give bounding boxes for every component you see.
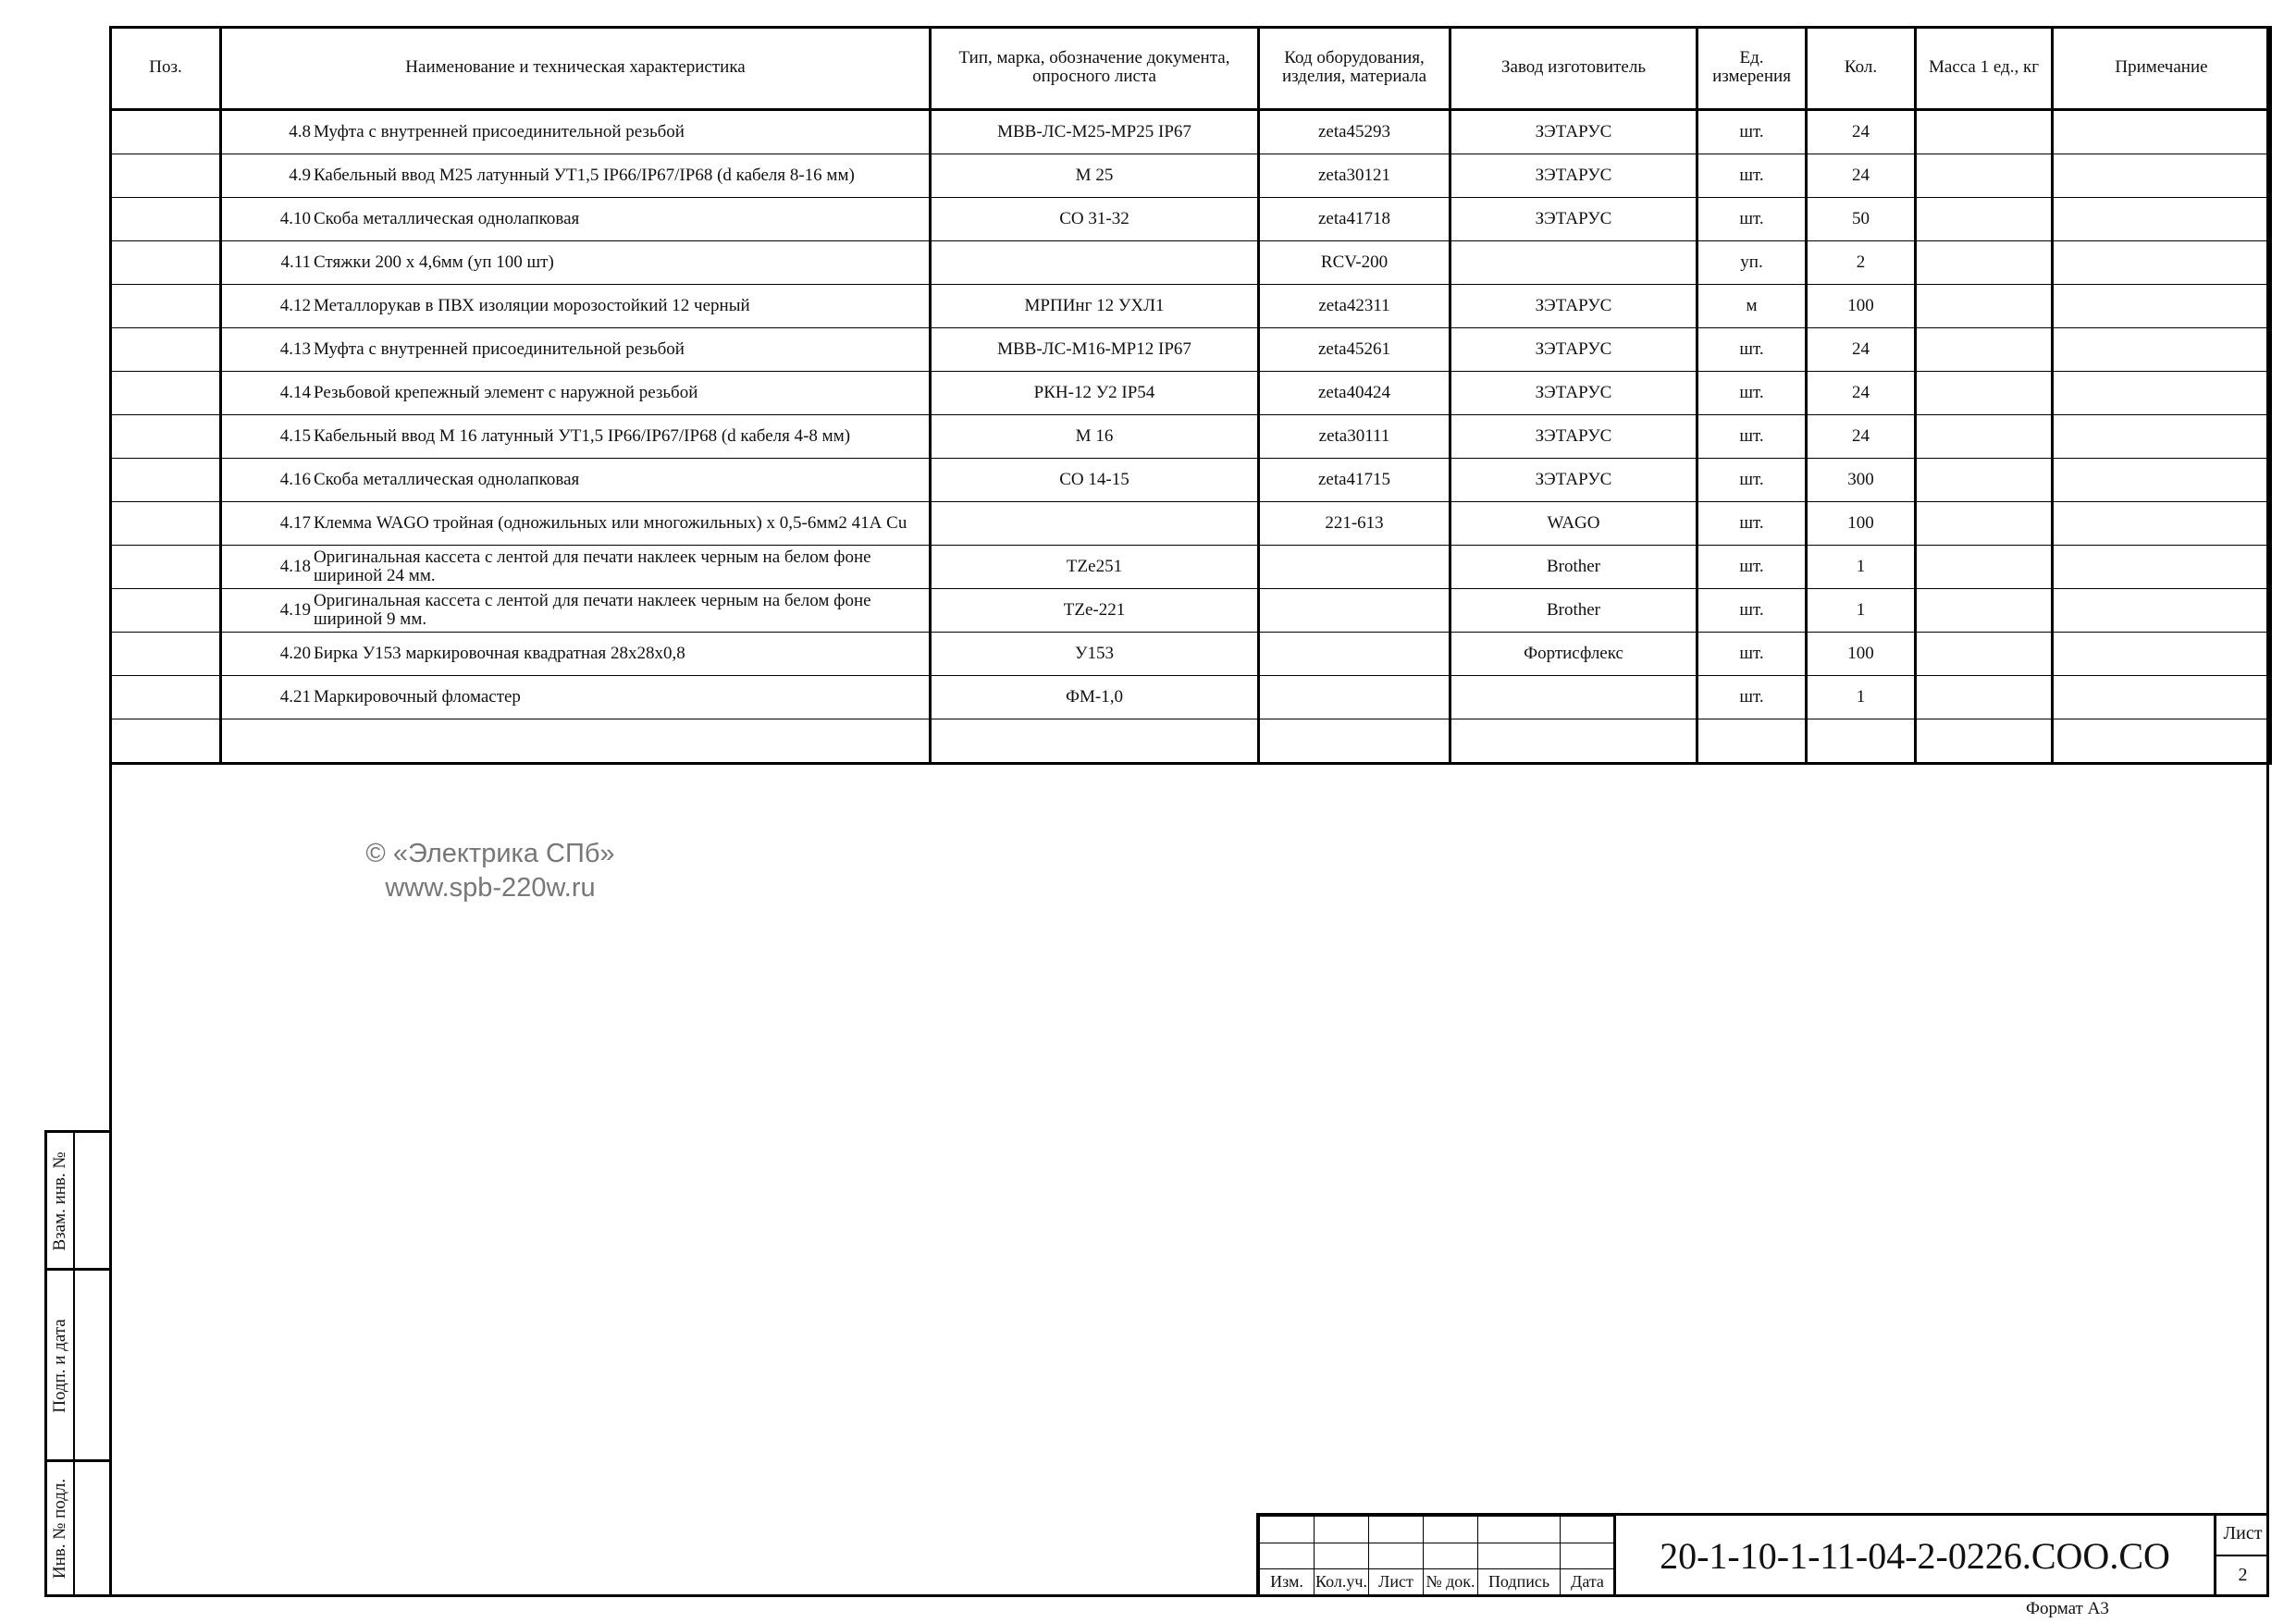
cell-pos xyxy=(111,241,221,285)
cell-mass xyxy=(1916,110,2053,154)
cell-mass xyxy=(1916,719,2053,764)
cell-unit: шт. xyxy=(1697,589,1807,633)
stamp-data: Дата xyxy=(1561,1569,1615,1595)
cell-note xyxy=(2053,589,2271,633)
table-row xyxy=(111,459,2271,502)
cell-note xyxy=(2053,459,2271,502)
cell-note xyxy=(2053,502,2271,546)
cell-code xyxy=(1259,589,1450,633)
cell-name xyxy=(221,328,931,372)
item-name: Бирка У153 маркировочная квадратная 28х28х0,8 xyxy=(314,644,685,663)
cell-name xyxy=(221,502,931,546)
cell-maker: ЗЭТАРУС xyxy=(1450,198,1697,241)
item-name: Скоба металлическая однолапковая xyxy=(314,470,580,489)
cell-type: TZe251 xyxy=(931,546,1259,589)
cell-code: RCV-200 xyxy=(1259,241,1450,285)
cell-code: zeta45261 xyxy=(1259,328,1450,372)
header-code: Код оборудования, изделия, материала xyxy=(1259,27,1450,110)
side-stamp-inv: Инв. № подл. xyxy=(50,1478,69,1580)
cell-code: zeta30121 xyxy=(1259,154,1450,198)
side-stamp-divider-col xyxy=(73,1133,75,1594)
item-name: Скоба металлическая однолапковая xyxy=(314,209,580,228)
table-row xyxy=(111,328,2271,372)
cell-pos xyxy=(111,154,221,198)
cell-name xyxy=(221,241,931,285)
cell-mass xyxy=(1916,546,2053,589)
watermark xyxy=(305,837,675,905)
header-name: Наименование и техническая характеристика xyxy=(221,27,931,110)
item-number: 4.17 xyxy=(279,513,311,533)
cell-name xyxy=(221,372,931,415)
table-row xyxy=(111,154,2271,198)
cell-name xyxy=(221,285,931,328)
cell-type: РКН-12 У2 IP54 xyxy=(931,372,1259,415)
stamp-izm: Изм. xyxy=(1260,1569,1315,1595)
cell-type: TZe-221 xyxy=(931,589,1259,633)
cell-note xyxy=(2053,676,2271,719)
stamp-ndok: № док. xyxy=(1424,1569,1478,1595)
cell-mass xyxy=(1916,502,2053,546)
cell-name xyxy=(221,154,931,198)
cell-pos xyxy=(111,110,221,154)
cell-pos xyxy=(111,676,221,719)
cell-code: zeta40424 xyxy=(1259,372,1450,415)
item-number: 4.20 xyxy=(279,644,311,663)
stamp-podpis: Подпись xyxy=(1478,1569,1561,1595)
cell-maker: Brother xyxy=(1450,546,1697,589)
cell-note xyxy=(2053,154,2271,198)
table-row xyxy=(111,546,2271,589)
cell-mass xyxy=(1916,154,2053,198)
item-number: 4.14 xyxy=(279,383,311,402)
table-row xyxy=(111,633,2271,676)
item-number: 4.11 xyxy=(280,252,311,272)
cell-qty: 1 xyxy=(1807,546,1916,589)
cell-maker xyxy=(1450,676,1697,719)
item-name: Кабельный ввод М25 латунный УТ1,5 IP66/IP67/IP68 (d кабеля 8-16 мм) xyxy=(314,166,855,185)
item-name: Стяжки 200 х 4,6мм (уп 100 шт) xyxy=(314,252,554,272)
table-row xyxy=(111,110,2271,154)
cell-mass xyxy=(1916,285,2053,328)
cell-code xyxy=(1259,676,1450,719)
item-number: 4.16 xyxy=(279,470,311,489)
cell-mass xyxy=(1916,198,2053,241)
cell-type: М 25 xyxy=(931,154,1259,198)
cell-type: СО 31-32 xyxy=(931,198,1259,241)
item-name: Оригинальная кассета с лентой для печати наклеек черным на белом фоне шириной 9 мм. xyxy=(314,591,871,629)
cell-code: zeta42311 xyxy=(1259,285,1450,328)
table-row xyxy=(111,241,2271,285)
cell-unit: шт. xyxy=(1697,633,1807,676)
header-note: Примечание xyxy=(2053,27,2271,110)
cell-name xyxy=(221,198,931,241)
item-number: 4.19 xyxy=(279,600,311,620)
cell-qty: 2 xyxy=(1807,241,1916,285)
sheet-label: Лист xyxy=(2223,1523,2263,1543)
item-name: Клемма WAGO тройная (одножильных или многожильных) х 0,5-6мм2 41А Cu xyxy=(314,513,907,533)
cell-maker: WAGO xyxy=(1450,502,1697,546)
cell-pos xyxy=(111,285,221,328)
cell-type: М 16 xyxy=(931,415,1259,459)
cell-type: СО 14-15 xyxy=(931,459,1259,502)
item-name: Оригинальная кассета с лентой для печати наклеек черным на белом фоне шириной 24 мм. xyxy=(314,547,871,585)
cell-note xyxy=(2053,415,2271,459)
cell-mass xyxy=(1916,241,2053,285)
cell-maker: ЗЭТАРУС xyxy=(1450,154,1697,198)
cell-type: ФМ-1,0 xyxy=(931,676,1259,719)
title-block xyxy=(1256,1513,2269,1597)
cell-note xyxy=(2053,372,2271,415)
table-row xyxy=(111,372,2271,415)
cell-pos xyxy=(111,633,221,676)
header-maker: Завод изготовитель xyxy=(1450,27,1697,110)
table-row xyxy=(111,198,2271,241)
cell-unit: шт. xyxy=(1697,546,1807,589)
item-name: Кабельный ввод М 16 латунный УТ1,5 IP66/IP67/IP68 (d кабеля 4-8 мм) xyxy=(314,426,851,446)
cell-qty: 100 xyxy=(1807,285,1916,328)
cell-pos xyxy=(111,546,221,589)
cell-maker: ЗЭТАРУС xyxy=(1450,372,1697,415)
cell-type: МРПИнг 12 УХЛ1 xyxy=(931,285,1259,328)
cell-maker: ЗЭТАРУС xyxy=(1450,328,1697,372)
item-name: Резьбовой крепежный элемент с наружной резьбой xyxy=(314,383,698,402)
cell-mass xyxy=(1916,415,2053,459)
cell-mass xyxy=(1916,459,2053,502)
cell-name xyxy=(221,589,931,633)
sheet-number: 2 xyxy=(2238,1565,2248,1585)
cell-unit: шт. xyxy=(1697,328,1807,372)
item-name: Маркировочный фломастер xyxy=(314,687,521,707)
cell-unit: шт. xyxy=(1697,372,1807,415)
cell-maker xyxy=(1450,241,1697,285)
cell-unit: шт. xyxy=(1697,502,1807,546)
stamp-kol: Кол.уч. xyxy=(1315,1569,1369,1595)
cell-name xyxy=(221,633,931,676)
cell-unit: шт. xyxy=(1697,676,1807,719)
cell-maker: ЗЭТАРУС xyxy=(1450,285,1697,328)
revision-table xyxy=(1259,1516,1615,1595)
header-unit: Ед. измерения xyxy=(1697,27,1807,110)
cell-qty: 100 xyxy=(1807,633,1916,676)
specification-table xyxy=(109,26,2272,765)
cell-type xyxy=(931,502,1259,546)
cell-unit: м xyxy=(1697,285,1807,328)
item-number: 4.12 xyxy=(279,296,311,315)
cell-qty: 300 xyxy=(1807,459,1916,502)
cell-type: У153 xyxy=(931,633,1259,676)
table-row xyxy=(111,415,2271,459)
item-number: 4.21 xyxy=(279,687,311,707)
cell-code: zeta41718 xyxy=(1259,198,1450,241)
cell-code xyxy=(1259,633,1450,676)
document-code: 20-1-10-1-11-04-2-0226.СОО.СО xyxy=(1660,1535,2170,1577)
cell-pos xyxy=(111,328,221,372)
cell-pos xyxy=(111,459,221,502)
cell-pos xyxy=(111,372,221,415)
cell-qty: 24 xyxy=(1807,154,1916,198)
cell-note xyxy=(2053,110,2271,154)
cell-type: МВВ-ЛС-М25-МР25 IP67 xyxy=(931,110,1259,154)
cell-name xyxy=(221,546,931,589)
format-label: Формат А3 xyxy=(2026,1599,2109,1618)
item-name: Муфта с внутренней присоединительной резьбой xyxy=(314,122,685,141)
item-name: Металлорукав в ПВХ изоляции морозостойкий 12 черный xyxy=(314,296,750,315)
cell-name xyxy=(221,415,931,459)
table-row xyxy=(111,502,2271,546)
cell-pos xyxy=(111,415,221,459)
cell-qty: 1 xyxy=(1807,676,1916,719)
item-number: 4.9 xyxy=(289,166,311,185)
cell-qty: 100 xyxy=(1807,502,1916,546)
cell-mass xyxy=(1916,328,2053,372)
cell-unit: шт. xyxy=(1697,154,1807,198)
item-number: 4.15 xyxy=(279,426,311,446)
cell-maker: ЗЭТАРУС xyxy=(1450,110,1697,154)
cell-note xyxy=(2053,633,2271,676)
table-header-row xyxy=(111,27,2271,110)
table-row xyxy=(111,589,2271,633)
watermark-url: www.spb-220w.ru xyxy=(385,873,596,903)
cell-qty: 24 xyxy=(1807,372,1916,415)
cell-unit: шт. xyxy=(1697,110,1807,154)
cell-code xyxy=(1259,719,1450,764)
table-row xyxy=(111,285,2271,328)
cell-pos xyxy=(111,502,221,546)
cell-qty: 24 xyxy=(1807,328,1916,372)
cell-pos xyxy=(111,719,221,764)
cell-qty: 24 xyxy=(1807,110,1916,154)
cell-mass xyxy=(1916,372,2053,415)
cell-type xyxy=(931,719,1259,764)
item-number: 4.13 xyxy=(279,339,311,359)
cell-type: МВВ-ЛС-М16-МР12 IP67 xyxy=(931,328,1259,372)
cell-note xyxy=(2053,546,2271,589)
cell-mass xyxy=(1916,589,2053,633)
cell-name xyxy=(221,676,931,719)
cell-note xyxy=(2053,241,2271,285)
cell-qty: 24 xyxy=(1807,415,1916,459)
sheet-box-mid xyxy=(2216,1555,2269,1556)
item-name: Муфта с внутренней присоединительной резьбой xyxy=(314,339,685,359)
cell-pos xyxy=(111,198,221,241)
cell-type xyxy=(931,241,1259,285)
cell-unit: шт. xyxy=(1697,198,1807,241)
table-row xyxy=(111,676,2271,719)
cell-maker: Фортисфлекс xyxy=(1450,633,1697,676)
cell-note xyxy=(2053,285,2271,328)
side-stamp xyxy=(44,1130,112,1597)
cell-name xyxy=(221,459,931,502)
side-stamp-vzam: Взам. инв. № xyxy=(50,1151,69,1251)
cell-qty: 50 xyxy=(1807,198,1916,241)
cell-note xyxy=(2053,198,2271,241)
watermark-copyright: © «Электрика СПб» xyxy=(365,839,615,868)
cell-qty: 1 xyxy=(1807,589,1916,633)
cell-unit xyxy=(1697,719,1807,764)
cell-name xyxy=(221,110,931,154)
cell-maker: ЗЭТАРУС xyxy=(1450,459,1697,502)
header-pos: Поз. xyxy=(111,27,221,110)
item-number: 4.10 xyxy=(279,209,311,228)
cell-qty xyxy=(1807,719,1916,764)
header-type: Тип, марка, обозначение документа, опросного листа xyxy=(931,27,1259,110)
header-qty: Кол. xyxy=(1807,27,1916,110)
cell-unit: шт. xyxy=(1697,415,1807,459)
cell-code xyxy=(1259,546,1450,589)
side-stamp-podp: Подп. и дата xyxy=(50,1319,69,1413)
cell-unit: уп. xyxy=(1697,241,1807,285)
cell-mass xyxy=(1916,633,2053,676)
item-number: 4.18 xyxy=(279,557,311,576)
cell-maker: ЗЭТАРУС xyxy=(1450,415,1697,459)
header-mass: Масса 1 ед., кг xyxy=(1916,27,2053,110)
table-row xyxy=(111,719,2271,764)
cell-note xyxy=(2053,328,2271,372)
item-number: 4.8 xyxy=(289,122,311,141)
cell-note xyxy=(2053,719,2271,764)
cell-maker xyxy=(1450,719,1697,764)
cell-code: zeta41715 xyxy=(1259,459,1450,502)
cell-unit: шт. xyxy=(1697,459,1807,502)
cell-code: 221-613 xyxy=(1259,502,1450,546)
cell-code: zeta45293 xyxy=(1259,110,1450,154)
cell-maker: Brother xyxy=(1450,589,1697,633)
cell-code: zeta30111 xyxy=(1259,415,1450,459)
cell-pos xyxy=(111,589,221,633)
cell-mass xyxy=(1916,676,2053,719)
table-body xyxy=(111,110,2271,764)
stamp-list: Лист xyxy=(1369,1569,1424,1595)
cell-name xyxy=(221,719,931,764)
